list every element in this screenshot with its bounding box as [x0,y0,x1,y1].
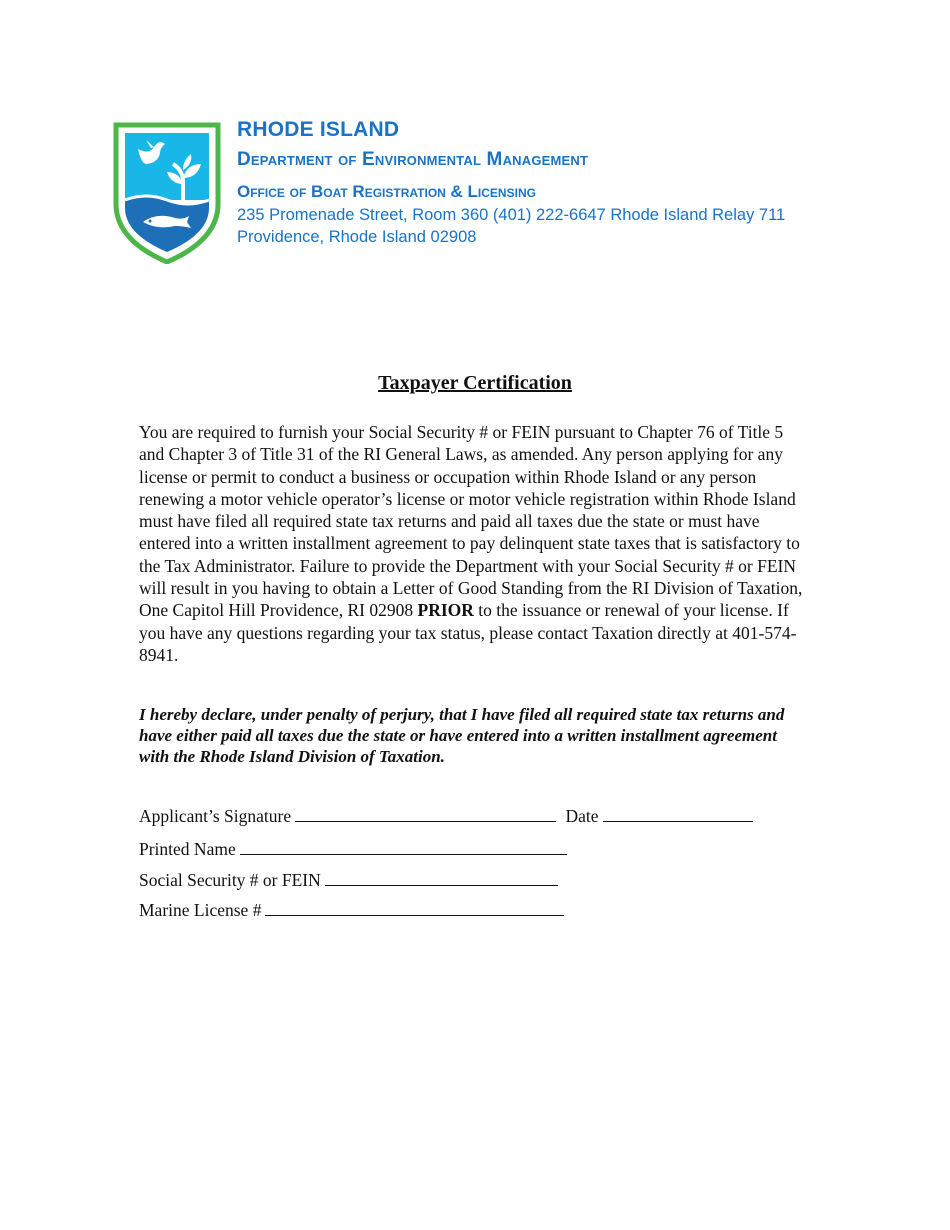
dem-logo [113,122,221,264]
marine-license-label: Marine License # [139,900,262,920]
marine-license-row [139,900,564,921]
ssn-field[interactable] [325,871,558,886]
ssn-row [139,870,558,891]
paragraph-emphasis: PRIOR [417,600,474,621]
instructions-paragraph [139,421,811,666]
agency-header [237,118,785,248]
date-field[interactable] [603,807,753,822]
address-line-1: 235 Promenade Street, Room 360 (401) 222-6647 Rhode Island Relay 711 [237,206,786,224]
state-name: RHODE ISLAND [237,118,400,141]
date-label: Date [565,806,599,826]
office-name: Office of Boat Registration & Licensing [237,182,536,201]
printed-name-row [139,839,567,860]
declaration-statement: I hereby declare, under penalty of perjury, that I have filed all required state tax returns and have either paid all taxes due the state or have entered into a written installment agreement with the Rhode Island Division of Taxation. [139,705,785,766]
ri-dem-shield-icon [113,122,221,264]
department-name: Department of Environmental Management [237,149,589,170]
paragraph-text-2: to the issuance or renewal of your license. If you have any questions regarding your tax status, please contact Taxation directly at 401-574-8941. [139,600,797,665]
printed-name-label: Printed Name [139,839,236,859]
signature-field[interactable] [295,807,556,822]
printed-name-field[interactable] [240,840,567,855]
paragraph-text-1: You are required to furnish your Social Security # or FEIN pursuant to Chapter 76 of Title 5 and Chapter 3 of Title 31 of the RI General Laws, as amended. Any person applying for any license or permit to conduct a business or occupation within Rhode Island or any person renewing a motor vehicle operator’s license or motor vehicle registration within Rhode Island must have filed all required state tax returns and paid all taxes due the state or must have entered into a written installment agreement to pay delinquent state taxes that is satisfactory to the Tax Administrator. Failure to provide the Department with your Social Security # or FEIN will result in you having to obtain a Letter of Good Standing from the RI Division of Taxation, One Capitol Hill Providence, RI 02908 [139,422,803,621]
signature-row [139,806,753,827]
page-title: Taxpayer Certification [378,372,572,394]
address-line-2: Providence, Rhode Island 02908 [237,228,477,246]
signature-label: Applicant’s Signature [139,806,292,826]
marine-license-field[interactable] [265,901,564,916]
ssn-label: Social Security # or FEIN [139,870,321,890]
